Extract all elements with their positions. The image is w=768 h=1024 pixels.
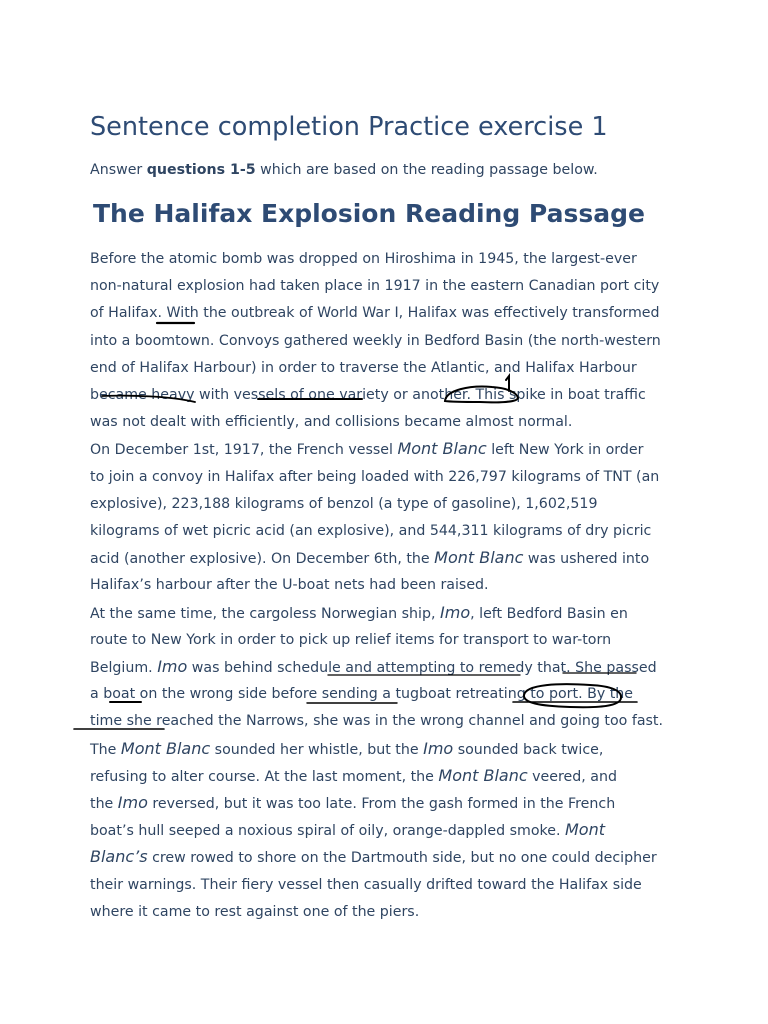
ship-name: Mont [564,820,605,840]
passage-text: was ushered into [523,551,650,568]
passage-line [90,901,419,923]
passage-line [90,656,657,678]
passage-text: reversed, but it was too late. From the gash formed in the French [147,796,616,812]
ship-name: Imo [157,657,188,676]
ship-name: Mont Blanc [397,439,487,459]
passage-text: time she reached the Narrows, she was in the wrong channel and going too fast. [90,713,664,730]
instructions-questions: questions 1-5 [146,162,256,178]
passage-line [90,738,603,760]
passage-line [90,275,659,297]
passage-text: where it came to rest against one of the piers. [90,903,420,920]
passage-line [90,466,659,488]
passage-line [90,248,637,270]
passage-line [90,602,628,624]
passage-line [90,330,661,352]
passage-text: boat’s hull seeped a noxious spiral of oily, orange-dappled smoke. [90,823,565,840]
passage-line [90,629,611,651]
passage-text: became heavy with vessels of one variety or another. This spike in boat traffic [90,387,646,403]
passage-text: Halifax’s harbour after the U-boat nets had been raised. [90,577,489,594]
passage-text: was not dealt with efficiently, and collisions became almost normal. [90,414,573,431]
passage-text: crew rowed to shore on the Dartmouth side, but no one could decipher [147,850,657,867]
passage-text: Before the atomic bomb was dropped on Hiroshima in 1945, the largest-ever [90,251,637,267]
ship-name: Imo [117,793,148,812]
passage-line [90,302,660,324]
passage-text: was behind schedule and attempting to remedy that. She passed [187,660,657,676]
passage-text: acid (another explosive). On December 6th, the [90,551,435,568]
passage-text: left New York in order [486,442,644,459]
passage-text: Belgium. [90,660,158,676]
instructions [90,162,598,178]
passage-text: of Halifax. With the outbreak of World War I, Halifax was effectively transformed [90,305,660,322]
passage-line [90,357,637,379]
passage-line [90,520,651,542]
passage-text: At the same time, the cargoless Norwegian ship, [90,605,441,622]
passage-line [90,874,642,896]
passage-text: veered, and [527,768,617,785]
passage-line [90,683,633,705]
passage-text: sounded her whistle, but the [210,741,424,758]
passage-text: refusing to alter course. At the last moment, the [90,768,439,785]
passage-line [90,411,572,433]
ship-name: Blanc’s [90,847,148,867]
instructions-prefix: Answer [90,162,147,178]
page-title: Sentence completion Practice exercise 1 [90,112,608,142]
passage-line [90,574,489,596]
passage-line [90,765,617,787]
passage-text: On December 1st, 1917, the French vessel [90,442,398,459]
passage-line [90,438,643,460]
passage-line [90,819,605,841]
passage-text: sounded back twice, [453,741,604,758]
instructions-suffix: which are based on the reading passage below. [255,162,598,178]
passage-line [90,493,597,515]
ship-name: Mont Blanc [120,738,211,758]
passage-text: non-natural explosion had taken place in 1917 in the eastern Canadian port city [90,278,660,295]
passage-heading: The Halifax Explosion Reading Passage [93,199,645,228]
passage-text: explosive), 223,188 kilograms of benzol (a type of gasoline), 1,602,519 [90,495,598,512]
passage-text: end of Halifax Harbour) in order to traverse the Atlantic, and Halifax Harbour [90,359,637,376]
passage-line [90,384,646,406]
ship-name: Imo [440,602,471,622]
passage-text: a boat on the wrong side before sending a tugboat retreating to port. By the [90,686,634,703]
passage-line [90,710,663,732]
passage-text: their warnings. Their fiery vessel then casually drifted toward the Halifax side [90,876,642,893]
ship-name: Imo [423,738,454,758]
passage-text: to join a convoy in Halifax after being loaded with 226,797 kilograms of TNT (an [90,468,660,485]
passage-line [90,547,649,569]
passage-text: the [90,796,118,812]
passage-text: into a boomtown. Convoys gathered weekly in Bedford Basin (the north-western [90,332,661,349]
ship-name: Mont Blanc [438,765,528,785]
ship-name: Mont Blanc [434,548,524,568]
passage-text: , left Bedford Basin en [470,605,628,622]
passage-text: kilograms of wet picric acid (an explosive), and 544,311 kilograms of dry picric [90,523,652,539]
passage-line [90,792,615,814]
passage-text: The [90,741,121,758]
passage-text: route to New York in order to pick up relief items for transport to war-torn [90,631,612,648]
passage-line [90,846,657,868]
